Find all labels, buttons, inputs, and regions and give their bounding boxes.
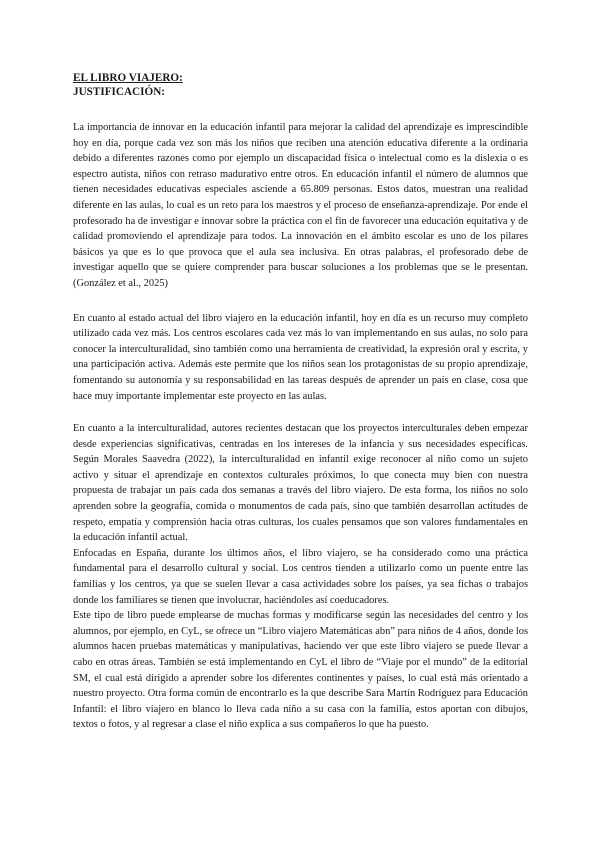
paragraph-spain: Enfocadas en España, durante los últimos años, el libro viajero, se ha considerado como una práctica fundamental para el desarrollo cultural y social. Los centros tienden a utilizarlo como un puente entre las familias y los centros, ya que se suelen llevar a casa actividades sobre los países, ya sea fichas o trabajos donde los familiares se tienen que involucrar, haciéndoles así coeducadores. xyxy=(73,547,528,606)
paragraph-innovation: La importancia de innovar en la educación infantil para mejorar la calidad del aprendizaje es imprescindible hoy en día, porque cada vez son más los niños que reciben una atención educativa diferente a la ordinaria debido a diferentes razones como por ejemplo un discapacidad física o intelectual como es la dislexia o es espectro autista, niños con retraso madurativo entre otros. En educación infantil el número de alumnos que tienen necesidades educativas especiales asciende a 65.809 personas. Estos datos, muestran una realidad diferente en las aulas, lo cual es un reto para los maestros y el proceso de enseñanza-aprendizaje. Por ende el profesorado ha de investigar e innovar sobre la práctica con el fin de favorecer una educación equitativa y de calidad promoviendo el aprendizaje para todos. La innovación en el ámbito escolar es uno de los pilares básicos ya que es lo que provoca que el aula sea inclusiva. En otras palabras, el profesorado debe de investigar aquello que se quiere comprender para buscar soluciones a los problemas que se le presentan. (González et al., 2025) xyxy=(73,122,528,289)
paragraph-interculturality: En cuanto a la interculturalidad, autores recientes destacan que los proyectos interculturales deben empezar desde experiencias significativas, centradas en los intereses de la infancia y sus necesidades específicas. Según Morales Saavedra (2022), la interculturalidad en infantil exige reconocer al niño como un sujeto activo y situar el aprendizaje en contextos culturales próximos, lo que conecta muy bien con nuestra propuesta de trabajar un país cada dos semanas a través del libro viajero. De esta forma, los niños no solo aprenden sobre la geografía, comida o monumentos de cada país, sino que también desarrollan actitudes de respeto, empatía y comprensión hacia otras culturas, los cuales pensamos que son valores fundamentales en la educación infantil actual. xyxy=(73,423,528,544)
section-heading: JUSTIFICACIÓN: xyxy=(73,86,165,98)
paragraph-uses: Este tipo de libro puede emplearse de muchas formas y modificarse según las necesidades del centro y los alumnos, por ejemplo, en CyL, se ofrece un “Libro viajero Matemáticas abn” para niños de 4 años, donde los alumnos hacen pruebas matemáticas y manipulativas, haciendo ver que este libro viajero se puede llevar a cabo en otras áreas. También se está implementando en CyL el libro de “Viaje por el mundo” de la editorial SM, el cual está dirigido a aprender sobre los diferentes continentes y países, lo cual está más orientado a nuestro proyecto. Otra forma común de encontrarlo es la que describe Sara Martín Rodríguez para Educación Infantil: el libro viajero en blanco lo lleva cada niño a su casa con la familia, estos aportan con dibujos, textos o fotos, y al regresar a clase el niño explica a sus compañeros lo que ha puesto. xyxy=(73,610,528,731)
document-page xyxy=(73,71,528,733)
document-title: EL LIBRO VIAJERO: xyxy=(73,72,183,84)
paragraph-current-state: En cuanto al estado actual del libro viajero en la educación infantil, hoy en día es un recurso muy completo utilizado cada vez más. Los centros escolares cada vez más lo van implementando en sus aulas, no solo para conocer la interculturalidad, sino también como una herramienta de creatividad, la expresión oral y escrita, y una participación activa. Además este permite que los niños sean los protagonistas de su propio aprendizaje, fomentando su autonomía y su responsabilidad en las tareas después de aprender un país en clase, cosa que hace muy importante implementar este proyecto en las aulas. xyxy=(73,312,528,402)
